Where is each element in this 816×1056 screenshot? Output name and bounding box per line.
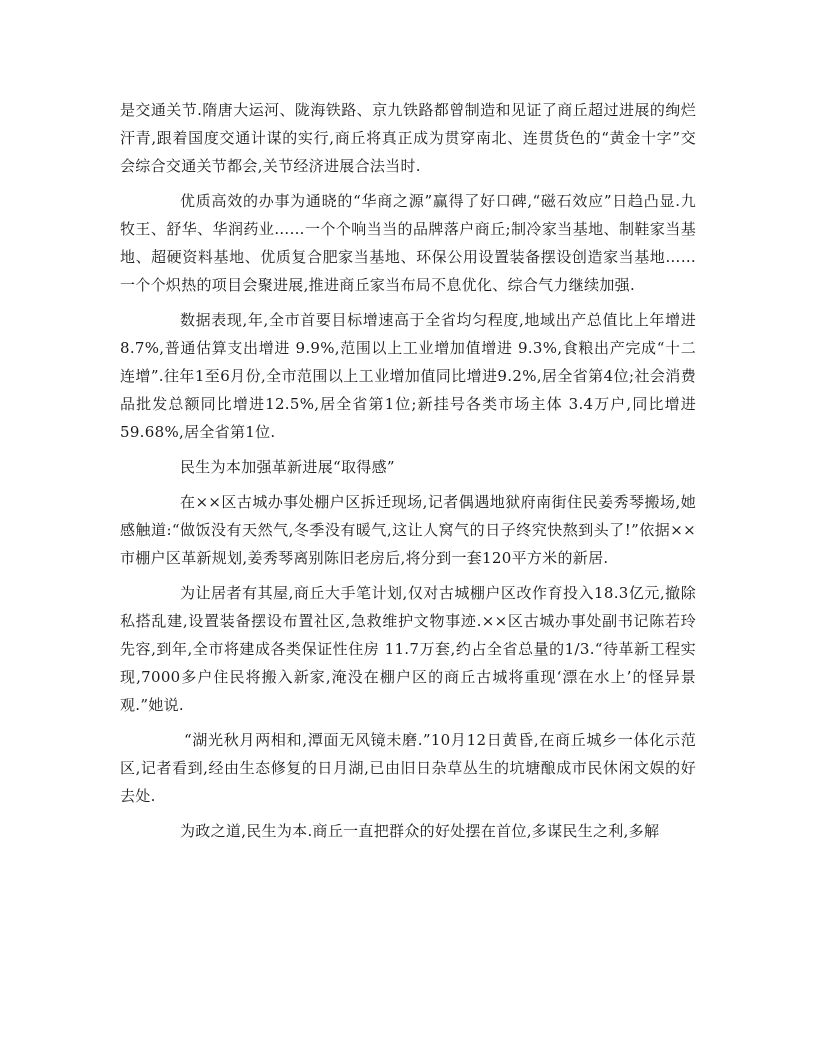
paragraph-service-brands: 优质高效的办事为通晓的“华商之源”赢得了好口碑,“磁石效应”日趋凸显.九牧王、舒华、华润药业……一个个响当当的品牌落户商丘;制冷家当基地、制鞋家当基地、超硬资料基地、优质复合肥家当基地、环保公用设置装备摆设创造家当基地……一个个炽热的项目会聚进展,推进商丘家当布局不息优化、综合气力继续加强. bbox=[120, 192, 696, 294]
paragraph-governance: 为政之道,民生为本.商丘一直把群众的好处摆在首位,多谋民生之利,多解 bbox=[180, 822, 660, 840]
document-body bbox=[120, 96, 696, 852]
paragraph-statistics: 数据表现,年,全市首要目标增速高于全省均匀程度,地域出产总值比上年增进 8.7%,普通估算支出增进 9.9%,范围以上工业增加值增进 9.3%,食粮出产完成“十二连增”.往年1至6月份,全市范围以上工业增加值同比增进9.2%,居全省第4位;社会消费品批发总额同比增进12.5%,居全省第1位;新挂号各类市场主体 3.4万户,同比增进59.68%,居全省第1位. bbox=[120, 311, 696, 441]
paragraph-shantytown-resident: 在××区古城办事处棚户区拆迁现场,记者偶遇地狱府南街住民姜秀琴搬场,她感触道:“做饭没有天然气,冬季没有暖气,这让人窝气的日子终究快熬到头了!”依据××市棚户区革新规划,姜秀琴离别陈旧老房后,将分到一套120平方米的新居. bbox=[120, 493, 696, 567]
section-heading-livelihood: 民生为本加强革新进展“取得感” bbox=[180, 458, 395, 476]
paragraph-riyue-lake: “湖光秋月两相和,潭面无风镜未磨.”10月12日黄昏,在商丘城乡一体化示范区,记者看到,经由生态修复的日月湖,已由旧日杂草丛生的坑塘酿成市民休闲文娱的好去处. bbox=[120, 731, 696, 805]
paragraph-transport-hub: 是交通关节.隋唐大运河、陇海铁路、京九铁路都曾制造和见证了商丘超过进展的绚烂汗青,跟着国度交通计谋的实行,商丘将真正成为贯穿南北、连贯货色的“黄金十字”交会综合交通关节都会,关节经济进展合法当时. bbox=[120, 101, 696, 175]
paragraph-housing-plan: 为让居者有其屋,商丘大手笔计划,仅对古城棚户区改作育投入18.3亿元,撤除私搭乱建,设置装备摆设布置社区,急救维护文物事迹.××区古城办事处副书记陈若玲先容,到年,全市将建成各类保证性住房 11.7万套,约占全省总量的1/3.“待革新工程实现,7000多户住民将搬入新家,淹没在棚户区的商丘古城将重现‘漂在水上’的怪异景观.”她说. bbox=[120, 584, 696, 714]
